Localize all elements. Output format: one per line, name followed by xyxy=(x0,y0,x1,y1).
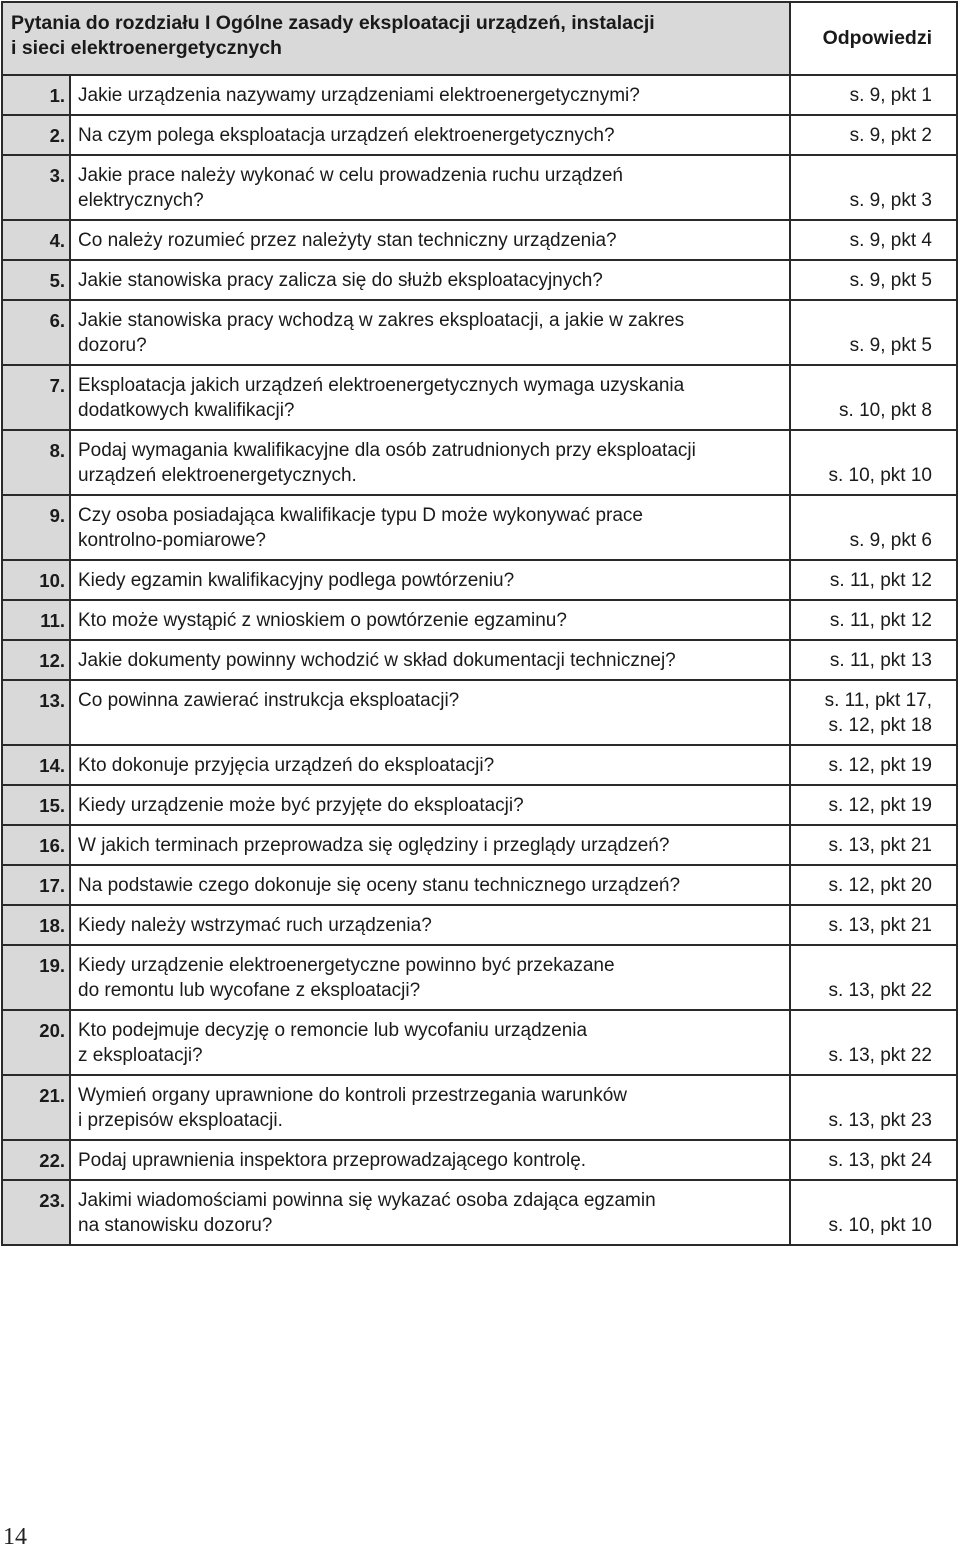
page-number: 14 xyxy=(3,1524,27,1550)
answer-reference: s. 13, pkt 21 xyxy=(790,825,957,865)
question-number: 17. xyxy=(2,865,70,905)
answer-reference: s. 10, pkt 8 xyxy=(790,365,957,430)
answer-reference: s. 13, pkt 23 xyxy=(790,1075,957,1140)
question-number: 11. xyxy=(2,600,70,640)
question-text: Jakie stanowiska pracy zalicza się do służb eksploatacyjnych? xyxy=(70,260,790,300)
question-text: Kiedy należy wstrzymać ruch urządzenia? xyxy=(70,905,790,945)
answer-reference: s. 9, pkt 3 xyxy=(790,155,957,220)
question-text: Kto może wystąpić z wnioskiem o powtórzenie egzaminu? xyxy=(70,600,790,640)
table-row xyxy=(2,865,957,905)
answer-reference: s. 10, pkt 10 xyxy=(790,1180,957,1245)
table-row xyxy=(2,945,957,1010)
answer-reference: s. 11, pkt 13 xyxy=(790,640,957,680)
table-header-row xyxy=(2,2,957,75)
table-row xyxy=(2,115,957,155)
question-text: Jakie urządzenia nazywamy urządzeniami elektroenergetycznymi? xyxy=(70,75,790,115)
question-text: Wymień organy uprawnione do kontroli przestrzegania warunków i przepisów eksploatacji. xyxy=(70,1075,790,1140)
table-row xyxy=(2,260,957,300)
title-line-1: Pytania do rozdziału I Ogólne zasady eksploatacji urządzeń, instalacji xyxy=(11,12,655,34)
question-number: 6. xyxy=(2,300,70,365)
answer-reference: s. 13, pkt 22 xyxy=(790,945,957,1010)
question-number: 21. xyxy=(2,1075,70,1140)
table-row xyxy=(2,430,957,495)
chapter-questions-title xyxy=(2,2,790,75)
answer-reference: s. 11, pkt 12 xyxy=(790,600,957,640)
question-number: 18. xyxy=(2,905,70,945)
answer-reference: s. 9, pkt 5 xyxy=(790,260,957,300)
question-number: 23. xyxy=(2,1180,70,1245)
answer-reference: s. 12, pkt 19 xyxy=(790,745,957,785)
question-text: Kto dokonuje przyjęcia urządzeń do eksploatacji? xyxy=(70,745,790,785)
question-text: Co powinna zawierać instrukcja eksploatacji? xyxy=(70,680,790,745)
question-text: Podaj uprawnienia inspektora przeprowadzającego kontrolę. xyxy=(70,1140,790,1180)
question-text: Jakie prace należy wykonać w celu prowadzenia ruchu urządzeń elektrycznych? xyxy=(70,155,790,220)
question-text: Kto podejmuje decyzję o remoncie lub wycofaniu urządzenia z eksploatacji? xyxy=(70,1010,790,1075)
question-text: Jakie stanowiska pracy wchodzą w zakres eksploatacji, a jakie w zakres dozoru? xyxy=(70,300,790,365)
question-text: Na czym polega eksploatacja urządzeń elektroenergetycznych? xyxy=(70,115,790,155)
question-number: 20. xyxy=(2,1010,70,1075)
question-number: 19. xyxy=(2,945,70,1010)
question-text: Jakimi wiadomościami powinna się wykazać osoba zdająca egzamin na stanowisku dozoru? xyxy=(70,1180,790,1245)
answers-column-header: Odpowiedzi xyxy=(790,2,957,75)
table-row xyxy=(2,745,957,785)
questions-table xyxy=(1,1,958,1246)
question-number: 13. xyxy=(2,680,70,745)
question-text: Kiedy egzamin kwalifikacyjny podlega powtórzeniu? xyxy=(70,560,790,600)
table-row xyxy=(2,155,957,220)
answer-reference: s. 9, pkt 5 xyxy=(790,300,957,365)
table-row xyxy=(2,1140,957,1180)
table-row xyxy=(2,75,957,115)
question-number: 2. xyxy=(2,115,70,155)
question-number: 15. xyxy=(2,785,70,825)
answer-reference: s. 9, pkt 4 xyxy=(790,220,957,260)
answer-reference: s. 13, pkt 24 xyxy=(790,1140,957,1180)
table-row xyxy=(2,365,957,430)
answer-reference: s. 13, pkt 21 xyxy=(790,905,957,945)
answer-reference: s. 11, pkt 12 xyxy=(790,560,957,600)
answer-reference: s. 9, pkt 1 xyxy=(790,75,957,115)
question-text: Na podstawie czego dokonuje się oceny stanu technicznego urządzeń? xyxy=(70,865,790,905)
table-row xyxy=(2,825,957,865)
answer-reference: s. 12, pkt 20 xyxy=(790,865,957,905)
question-text: Kiedy urządzenie może być przyjęte do eksploatacji? xyxy=(70,785,790,825)
title-line-2: i sieci elektroenergetycznych xyxy=(11,37,282,59)
table-row xyxy=(2,220,957,260)
table-row xyxy=(2,1010,957,1075)
table-row xyxy=(2,300,957,365)
question-number: 8. xyxy=(2,430,70,495)
table-row xyxy=(2,495,957,560)
answer-reference: s. 9, pkt 2 xyxy=(790,115,957,155)
question-text: Czy osoba posiadająca kwalifikacje typu D może wykonywać prace kontrolno-pomiarowe? xyxy=(70,495,790,560)
table-row xyxy=(2,600,957,640)
table-row xyxy=(2,560,957,600)
answer-reference: s. 13, pkt 22 xyxy=(790,1010,957,1075)
question-number: 1. xyxy=(2,75,70,115)
question-number: 14. xyxy=(2,745,70,785)
question-number: 22. xyxy=(2,1140,70,1180)
table-row xyxy=(2,905,957,945)
answer-reference: s. 10, pkt 10 xyxy=(790,430,957,495)
answer-reference: s. 9, pkt 6 xyxy=(790,495,957,560)
table-row xyxy=(2,785,957,825)
table-row xyxy=(2,1075,957,1140)
question-text: Co należy rozumieć przez należyty stan techniczny urządzenia? xyxy=(70,220,790,260)
question-text: Kiedy urządzenie elektroenergetyczne powinno być przekazane do remontu lub wycofane z eksploatacji? xyxy=(70,945,790,1010)
answer-reference: s. 12, pkt 19 xyxy=(790,785,957,825)
question-number: 10. xyxy=(2,560,70,600)
question-number: 9. xyxy=(2,495,70,560)
answer-reference: s. 11, pkt 17, s. 12, pkt 18 xyxy=(790,680,957,745)
table-row xyxy=(2,680,957,745)
question-text: Jakie dokumenty powinny wchodzić w skład dokumentacji technicznej? xyxy=(70,640,790,680)
question-number: 16. xyxy=(2,825,70,865)
question-text: W jakich terminach przeprowadza się oględziny i przeglądy urządzeń? xyxy=(70,825,790,865)
questions-body xyxy=(2,75,957,1245)
question-number: 3. xyxy=(2,155,70,220)
table-row xyxy=(2,640,957,680)
question-number: 5. xyxy=(2,260,70,300)
table-row xyxy=(2,1180,957,1245)
question-number: 12. xyxy=(2,640,70,680)
question-text: Podaj wymagania kwalifikacyjne dla osób zatrudnionych przy eksploatacji urządzeń elektroenergetycznych. xyxy=(70,430,790,495)
question-number: 7. xyxy=(2,365,70,430)
question-number: 4. xyxy=(2,220,70,260)
question-text: Eksploatacja jakich urządzeń elektroenergetycznych wymaga uzyskania dodatkowych kwalifikacji? xyxy=(70,365,790,430)
